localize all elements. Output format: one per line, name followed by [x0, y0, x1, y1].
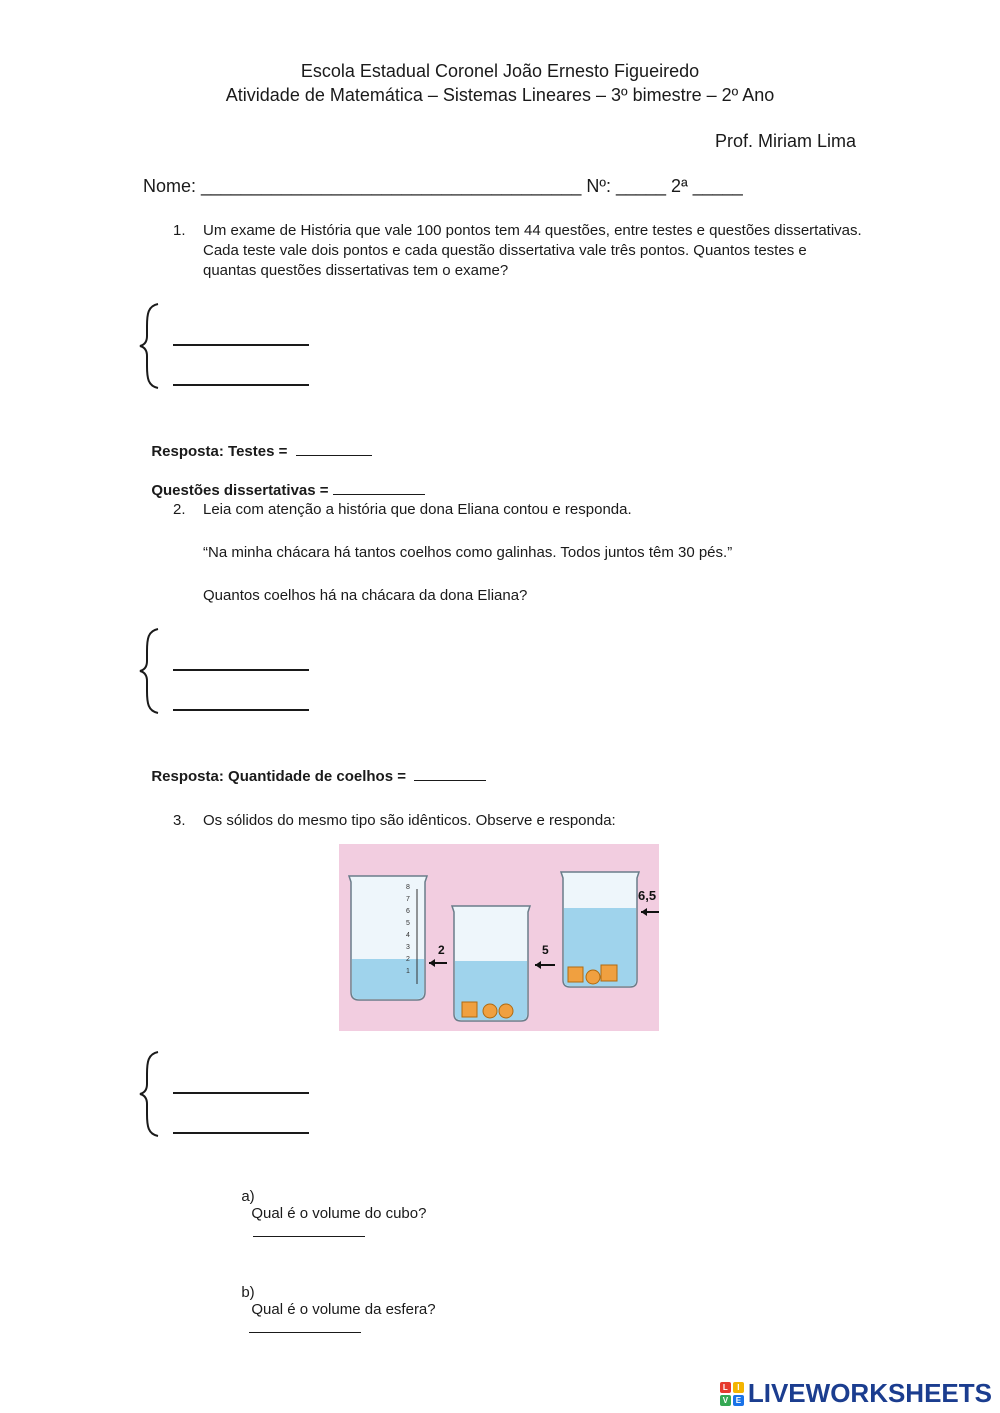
q1-answer-essay-blank[interactable]	[333, 480, 425, 495]
beaker-1-water	[352, 959, 424, 999]
beaker-1-tick-5: 5	[406, 920, 410, 927]
q2-answer-blank[interactable]	[414, 766, 486, 781]
student-name-line[interactable]: Nome: ______________________________________ Nº: _____ 2ª _____	[143, 176, 743, 196]
q3-system-brace	[138, 1048, 164, 1140]
beaker-1-tick-2: 2	[406, 956, 410, 963]
q3-number: 3.	[173, 812, 186, 829]
liveworksheets-logo[interactable]	[720, 1378, 992, 1409]
beaker-1-tick-8: 8	[406, 884, 410, 891]
q3-sub-a-blank[interactable]	[253, 1222, 365, 1237]
beaker-2-level-label: 5	[542, 943, 549, 957]
q2-system-brace	[138, 625, 164, 717]
q2-text: Leia com atenção a história que dona Eliana contou e responda.	[203, 501, 632, 518]
q3-sub-a	[233, 1171, 426, 1241]
q1-answer-label-2: Questões dissertativas =	[151, 482, 333, 499]
q3-sub-b-label: b)	[241, 1284, 255, 1301]
q1-equation-line-1[interactable]	[173, 344, 309, 346]
q3-sub-b-text: Qual é o volume da esfera?	[251, 1301, 436, 1318]
teacher-name: Prof. Miriam Lima	[714, 131, 856, 151]
beaker-1-tick-4: 4	[406, 932, 410, 939]
q1-answer-label-1: Resposta: Testes =	[151, 443, 292, 460]
logo-text: LIVEWORKSHEETS	[747, 1378, 992, 1408]
beaker-1-tick-7: 7	[406, 896, 410, 903]
q1-system-brace	[138, 300, 164, 392]
q2-quote: “Na minha chácara há tantos coelhos como galinhas. Todos juntos têm 30 pés.”	[203, 544, 733, 561]
beaker-2-sphere-2	[499, 1004, 513, 1018]
q1-number: 1.	[173, 222, 186, 239]
beaker-2-sphere-1	[483, 1004, 497, 1018]
logo-letter-i: I	[733, 1382, 744, 1393]
q2-number: 2.	[173, 501, 186, 518]
q1-answer-essay	[143, 463, 425, 499]
q3-equation-line-1[interactable]	[173, 1092, 309, 1094]
q3-sub-b	[233, 1267, 436, 1337]
beaker-1-level-label: 2	[438, 943, 445, 957]
q1-equation-line-2[interactable]	[173, 384, 309, 386]
logo-letter-v: V	[720, 1395, 731, 1406]
beaker-3-cube-2	[601, 965, 617, 981]
q3-sub-b-blank[interactable]	[249, 1318, 361, 1333]
activity-title: Atividade de Matemática – Sistemas Lineares – 3º bimestre – 2º Ano	[225, 85, 775, 105]
q3-sub-a-text: Qual é o volume do cubo?	[251, 1205, 427, 1222]
logo-letter-e: E	[733, 1395, 744, 1406]
q3-equation-line-2[interactable]	[173, 1132, 309, 1134]
q3-sub-a-label: a)	[241, 1188, 255, 1205]
beaker-1-tick-1: 1	[406, 968, 410, 975]
beaker-3-level-label: 6,5	[638, 888, 657, 903]
q2-equation-line-2[interactable]	[173, 709, 309, 711]
q1-answer-tests-blank[interactable]	[296, 441, 372, 456]
q2-equation-line-1[interactable]	[173, 669, 309, 671]
q2-answer	[143, 749, 486, 785]
school-name: Escola Estadual Coronel João Ernesto Figueiredo	[300, 61, 700, 81]
beaker-3-cube-1	[568, 967, 583, 982]
q2-answer-label: Resposta: Quantidade de coelhos =	[151, 768, 411, 785]
logo-mark-icon	[720, 1382, 744, 1406]
beaker-1-tick-3: 3	[406, 944, 410, 951]
beaker-2-cube	[462, 1002, 477, 1017]
beaker-3-sphere	[586, 970, 600, 984]
q1-text: Um exame de História que vale 100 pontos tem 44 questões, entre testes e questões dissertativas. Cada teste vale dois pontos e cada questão dissertativa vale três pontos. Quantos testes e quantas questões dissertativas tem o exame?	[203, 222, 862, 279]
logo-letter-l: L	[720, 1382, 731, 1393]
beaker-1-tick-6: 6	[406, 908, 410, 915]
beakers-figure	[339, 844, 659, 1031]
q2-question: Quantos coelhos há na chácara da dona Eliana?	[203, 587, 528, 604]
q3-text: Os sólidos do mesmo tipo são idênticos. Observe e responda:	[203, 812, 616, 829]
q1-answer-tests	[143, 424, 372, 460]
